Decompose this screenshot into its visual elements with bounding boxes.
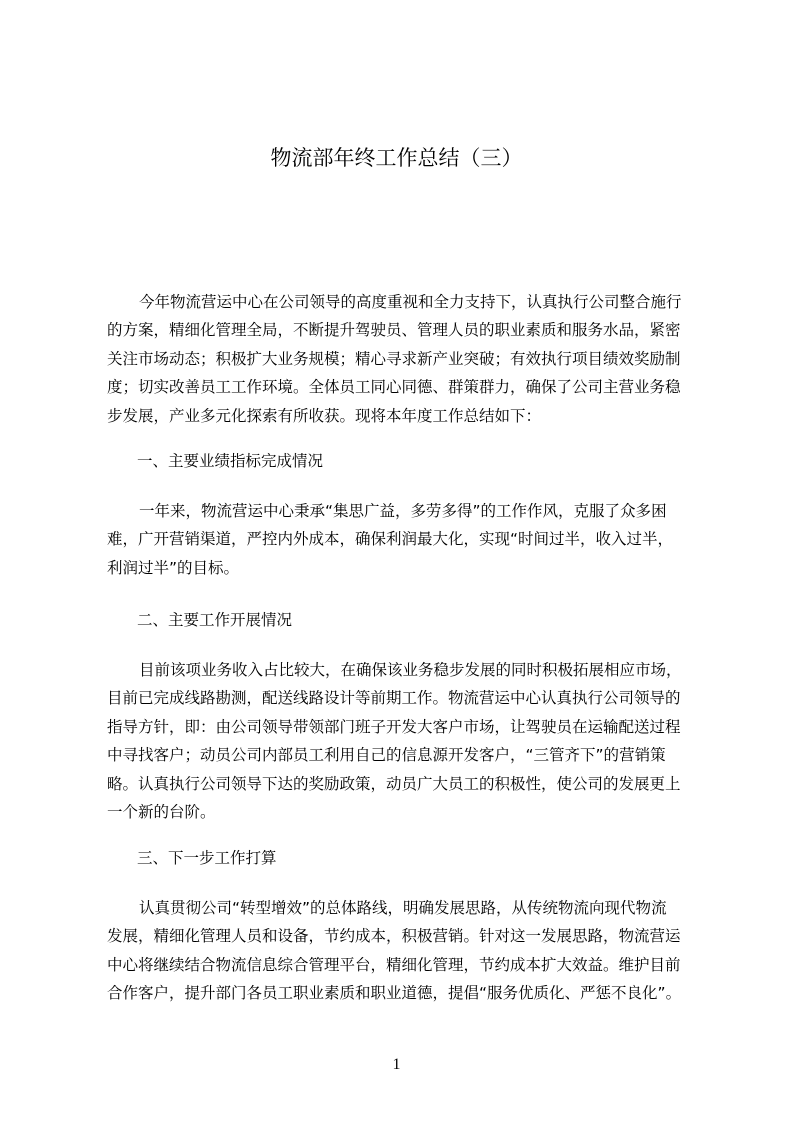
section-heading-2: 二、主要工作开展情况 <box>137 611 293 629</box>
paragraph-line: 认真贯彻公司“转型增效”的总体路线，明确发展思路，从传统物流向现代物流 <box>139 899 667 917</box>
section-heading-3: 三、下一步工作打算 <box>137 849 277 867</box>
paragraph-line: 难，广开营销渠道，严控内外成本，确保利润最大化，实现“时间过半，收入过半， <box>107 530 674 549</box>
paragraph-line: 一个新的台阶。 <box>107 802 216 821</box>
paragraph-line: 今年物流营运中心在公司领导的高度重视和全力支持下，认真执行公司整合施行 <box>139 293 682 311</box>
section-heading-1: 一、主要业绩指标完成情况 <box>137 452 324 470</box>
paragraph-section-1 <box>107 497 707 582</box>
paragraph-line: 目前该项业务收入占比较大，在确保该业务稳步发展的同时积极拓展相应市场， <box>139 661 682 679</box>
paragraph-intro <box>107 288 707 430</box>
paragraph-line: 合作客户，提升部门各员工职业素质和职业道德，提倡“服务优质化、严惩不良化”。 <box>107 984 682 1003</box>
paragraph-line: 一年来，物流营运中心秉承“集思广益，多劳多得”的工作作风，克服了众多困 <box>139 502 667 520</box>
paragraph-line: 中心将继续结合物流信息综合管理平台，精细化管理，节约成本扩大效益。维护目前 <box>107 955 681 974</box>
paragraph-section-2 <box>107 656 707 826</box>
document-title: 物流部年终工作总结（三） <box>270 146 523 170</box>
paragraph-line: 目前已完成线路勘测，配送线路设计等前期工作。物流营运中心认真执行公司领导的 <box>107 689 681 708</box>
paragraph-line: 步发展，产业多元化探索有所收获。现将本年度工作总结如下： <box>107 406 542 425</box>
paragraph-line: 利润过半”的目标。 <box>107 558 240 577</box>
paragraph-line: 中寻找客户；动员公司内部员工利用自己的信息源开发客户，“三管齐下”的营销策 <box>107 746 666 765</box>
paragraph-line: 略。认真执行公司领导下达的奖励政策，动员广大员工的积极性，使公司的发展更上 <box>107 774 681 793</box>
paragraph-line: 指导方针，即：由公司领导带领部门班子开发大客户市场，让驾驶员在运输配送过程 <box>107 717 681 736</box>
paragraph-line: 关注市场动态；积极扩大业务规模；精心寻求新产业突破；有效执行项目绩效奖励制 <box>107 349 681 368</box>
paragraph-line: 发展，精细化管理人员和设备，节约成本，积极营销。针对这一发展思路，物流营运 <box>107 927 681 946</box>
paragraph-section-3 <box>107 894 707 1008</box>
page-number: 1 <box>392 1056 401 1073</box>
paragraph-line: 度；切实改善员工工作环境。全体员工同心同德、群策群力，确保了公司主营业务稳 <box>107 378 681 397</box>
paragraph-line: 的方案，精细化管理全局，不断提升驾驶员、管理人员的职业素质和服务水品，紧密 <box>107 321 681 340</box>
